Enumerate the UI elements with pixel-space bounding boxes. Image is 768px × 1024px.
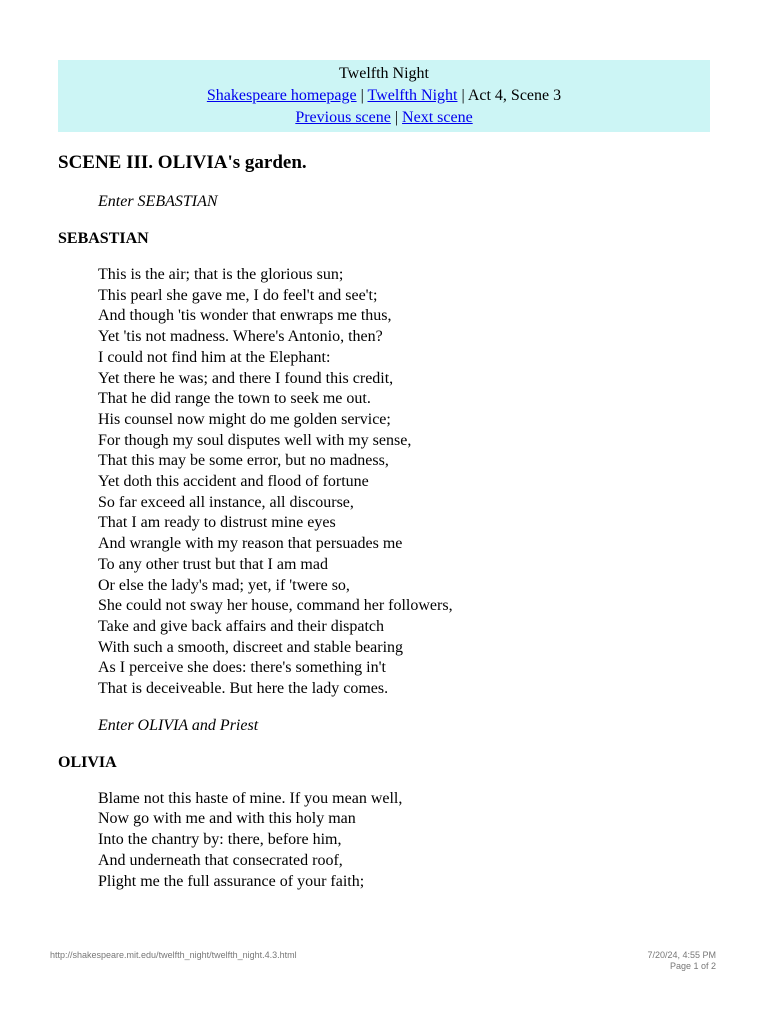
breadcrumb-separator: | bbox=[457, 87, 468, 104]
speaker-name: OLIVIA bbox=[58, 753, 117, 771]
speech-line: Take and give back affairs and their dispatch bbox=[98, 617, 385, 635]
speech-line: I could not find him at the Elephant: bbox=[98, 348, 331, 366]
shakespeare-homepage-link[interactable]: Shakespeare homepage bbox=[206, 87, 357, 104]
speech-line: And wrangle with my reason that persuades me bbox=[98, 535, 403, 553]
play-link[interactable]: Twelfth Night bbox=[367, 87, 458, 104]
page-number: Page 1 of 2 bbox=[669, 961, 716, 971]
act-scene-label: Act 4, Scene 3 bbox=[467, 87, 562, 104]
speech-line: Now go with me and with this holy man bbox=[98, 810, 356, 828]
stage-direction: Enter OLIVIA and Priest bbox=[98, 716, 259, 734]
speech-line: His counsel now might do me golden service; bbox=[98, 410, 391, 428]
speech-line: Into the chantry by: there, before him, bbox=[98, 831, 342, 849]
play-title: Twelfth Night bbox=[339, 65, 429, 82]
scene-nav bbox=[58, 107, 710, 129]
speech-line: As I perceive she does: there's something in't bbox=[98, 659, 386, 677]
breadcrumb-separator: | bbox=[356, 87, 368, 104]
previous-scene-link[interactable]: Previous scene bbox=[295, 109, 391, 126]
speech-line: Blame not this haste of mine. If you mean well, bbox=[98, 789, 403, 807]
scene-content bbox=[58, 150, 718, 892]
speech-line: Yet doth this accident and flood of fortune bbox=[98, 473, 369, 491]
next-scene-link[interactable]: Next scene bbox=[402, 109, 473, 126]
footer-meta bbox=[647, 950, 716, 972]
print-datetime: 7/20/24, 4:55 PM bbox=[647, 950, 716, 960]
speech-line: To any other trust but that I am mad bbox=[98, 555, 328, 573]
speech-line: Or else the lady's mad; yet, if 'twere so, bbox=[98, 576, 350, 594]
scene-title: SCENE III. OLIVIA's garden. bbox=[58, 152, 307, 173]
speech-line: That this may be some error, but no madness, bbox=[98, 452, 389, 470]
speech-line: This is the air; that is the glorious sun; bbox=[98, 266, 344, 283]
speech-block bbox=[98, 789, 718, 893]
stage-direction: Enter SEBASTIAN bbox=[98, 193, 218, 210]
speech-line: She could not sway her house, command her followers, bbox=[98, 597, 453, 615]
speech-line: This pearl she gave me, I do feel't and see't; bbox=[98, 286, 378, 304]
breadcrumb bbox=[58, 85, 710, 107]
speech-line: Yet 'tis not madness. Where's Antonio, then? bbox=[98, 328, 383, 346]
footer-url: http://shakespeare.mit.edu/twelfth_night/twelfth_night.4.3.html bbox=[50, 950, 297, 960]
speech-line: So far exceed all instance, all discourse, bbox=[98, 493, 354, 511]
speech-line: With such a smooth, discreet and stable bearing bbox=[98, 638, 404, 656]
speech-line: And underneath that consecrated roof, bbox=[98, 851, 343, 869]
speech-line: Yet there he was; and there I found this credit, bbox=[98, 369, 394, 387]
scene-nav-separator: | bbox=[390, 109, 403, 126]
speech-line: Plight me the full assurance of your faith; bbox=[98, 872, 365, 890]
header-banner bbox=[58, 60, 710, 132]
speaker-name: SEBASTIAN bbox=[58, 230, 149, 247]
speech-line: That I am ready to distrust mine eyes bbox=[98, 514, 336, 532]
speech-line: That he did range the town to seek me out. bbox=[98, 390, 371, 408]
speech-block bbox=[98, 265, 718, 700]
speech-line: That is deceiveable. But here the lady comes. bbox=[98, 680, 389, 698]
speech-line: And though 'tis wonder that enwraps me thus, bbox=[98, 307, 392, 325]
speech-line: For though my soul disputes well with my sense, bbox=[98, 431, 412, 449]
